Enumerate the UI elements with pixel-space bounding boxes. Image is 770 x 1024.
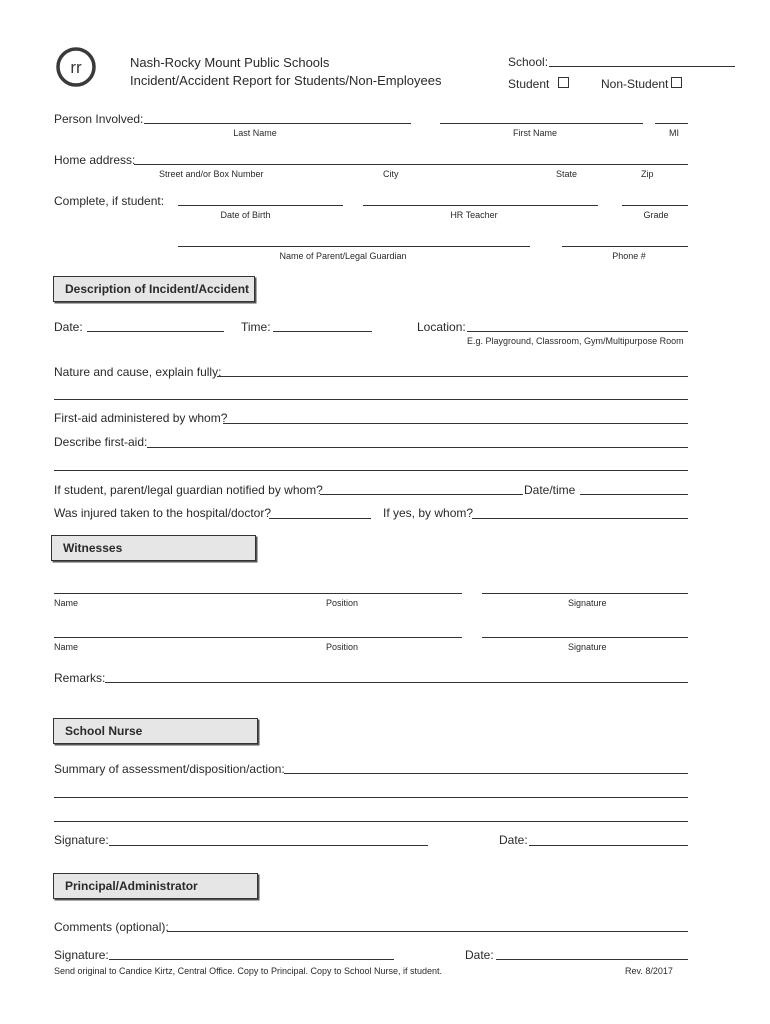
last-name-caption: Last Name <box>233 128 277 138</box>
hospital-label: Was injured taken to the hospital/doctor? <box>54 506 272 520</box>
grade-field[interactable] <box>622 205 688 206</box>
principal-section-header: Principal/Administrator <box>53 873 258 899</box>
nurse-section-header: School Nurse <box>53 718 258 744</box>
witnesses-section-header: Witnesses <box>51 535 256 561</box>
describe-firstaid-label: Describe first-aid: <box>54 435 148 449</box>
nurse-date-field[interactable] <box>529 845 688 846</box>
incident-date-field[interactable] <box>87 331 224 332</box>
mi-caption: MI <box>669 128 679 138</box>
complete-if-student-label: Complete, if student: <box>54 194 165 208</box>
witness-1-signature-caption: Signature <box>568 598 607 608</box>
home-address-field[interactable] <box>134 164 688 165</box>
nurse-signature-field[interactable] <box>109 845 428 846</box>
guardian-field[interactable] <box>178 246 530 247</box>
location-hint: E.g. Playground, Classroom, Gym/Multipurpose Room <box>467 336 684 346</box>
state-caption: State <box>556 169 578 179</box>
if-yes-field[interactable] <box>472 518 688 519</box>
nature-cause-field-2[interactable] <box>54 399 688 400</box>
notified-datetime-label: Date/time <box>524 483 576 497</box>
non-student-label: Non-Student <box>601 77 669 91</box>
witness-2-name-field[interactable] <box>54 637 462 638</box>
dob-caption: Date of Birth <box>220 210 271 220</box>
if-yes-label: If yes, by whom? <box>383 506 474 520</box>
person-involved-label: Person Involved: <box>54 112 144 126</box>
street-caption: Street and/or Box Number <box>159 169 264 179</box>
guardian-caption: Name of Parent/Legal Guardian <box>279 251 407 261</box>
home-address-label: Home address: <box>54 153 136 167</box>
school-label: School: <box>508 55 549 69</box>
nurse-summary-field-3[interactable] <box>54 821 688 822</box>
describe-firstaid-field-2[interactable] <box>54 470 688 471</box>
witness-2-signature-field[interactable] <box>482 637 688 638</box>
incident-section-header: Description of Incident/Accident <box>53 276 255 302</box>
principal-signature-field[interactable] <box>109 959 394 960</box>
city-caption: City <box>383 169 399 179</box>
witness-1-position-caption: Position <box>326 598 359 608</box>
grade-caption: Grade <box>643 210 669 220</box>
remarks-label: Remarks: <box>54 671 106 685</box>
first-name-caption: First Name <box>512 128 557 138</box>
student-checkbox[interactable] <box>558 77 569 88</box>
principal-date-field[interactable] <box>496 959 688 960</box>
student-label: Student <box>508 77 550 91</box>
mi-field[interactable] <box>655 123 688 124</box>
principal-signature-label: Signature: <box>54 948 109 962</box>
school-field[interactable] <box>549 66 735 67</box>
firstaid-by-label: First-aid administered by whom? <box>54 411 228 425</box>
notified-datetime-field[interactable] <box>580 494 688 495</box>
nature-cause-label: Nature and cause, explain fully: <box>54 365 222 379</box>
hr-teacher-field[interactable] <box>363 205 598 206</box>
phone-field[interactable] <box>562 246 688 247</box>
witness-1-name-caption: Name <box>54 598 79 608</box>
logo-text: rr <box>70 58 82 77</box>
zip-caption: Zip <box>641 169 654 179</box>
phone-caption: Phone # <box>612 251 646 261</box>
witness-2-position-caption: Position <box>326 642 359 652</box>
nature-cause-field[interactable] <box>217 376 688 377</box>
incident-time-label: Time: <box>241 320 271 334</box>
witness-1-signature-field[interactable] <box>482 593 688 594</box>
org-name: Nash-Rocky Mount Public Schools <box>130 55 330 70</box>
footer-instructions: Send original to Candice Kirtz, Central Office. Copy to Principal. Copy to School Nurse, if student. <box>54 966 443 976</box>
revision-date: Rev. 8/2017 <box>625 966 673 976</box>
incident-location-label: Location: <box>417 320 466 334</box>
nurse-date-label: Date: <box>499 833 528 847</box>
incident-location-field[interactable] <box>467 331 688 332</box>
witness-2-name-caption: Name <box>54 642 79 652</box>
nurse-summary-label: Summary of assessment/disposition/action: <box>54 762 285 776</box>
form-title: Incident/Accident Report for Students/Non-Employees <box>130 73 442 88</box>
hospital-field[interactable] <box>269 518 371 519</box>
guardian-notified-label: If student, parent/legal guardian notified by whom? <box>54 483 323 497</box>
witness-2-signature-caption: Signature <box>568 642 607 652</box>
remarks-field[interactable] <box>105 682 688 683</box>
describe-firstaid-field[interactable] <box>147 447 688 448</box>
district-logo <box>55 46 97 88</box>
hr-teacher-caption: HR Teacher <box>450 210 498 220</box>
incident-date-label: Date: <box>54 320 83 334</box>
nurse-summary-field[interactable] <box>284 773 688 774</box>
comments-label: Comments (optional): <box>54 920 169 934</box>
dob-field[interactable] <box>178 205 343 206</box>
first-name-field[interactable] <box>440 123 643 124</box>
incident-time-field[interactable] <box>273 331 372 332</box>
guardian-notified-field[interactable] <box>320 494 523 495</box>
nurse-summary-field-2[interactable] <box>54 797 688 798</box>
non-student-checkbox[interactable] <box>671 77 682 88</box>
nurse-signature-label: Signature: <box>54 833 109 847</box>
witness-1-name-field[interactable] <box>54 593 462 594</box>
comments-field[interactable] <box>167 931 688 932</box>
last-name-field[interactable] <box>144 123 411 124</box>
principal-date-label: Date: <box>465 948 494 962</box>
firstaid-by-field[interactable] <box>223 423 688 424</box>
